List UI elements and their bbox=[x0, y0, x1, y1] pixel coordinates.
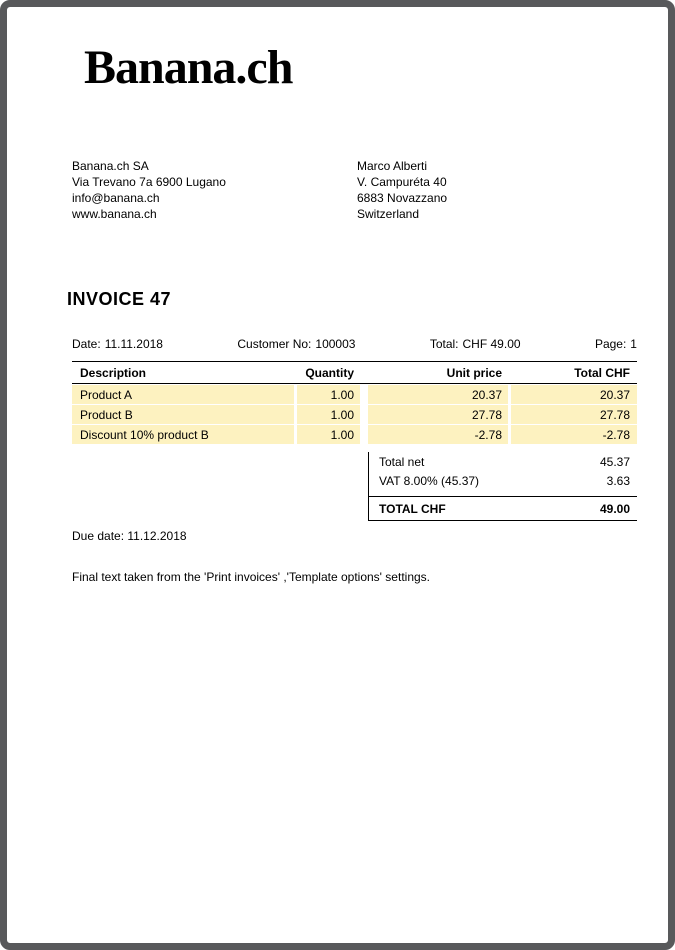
total-net-row bbox=[369, 452, 637, 471]
meta-date bbox=[72, 337, 163, 351]
meta-total-label: Total: bbox=[429, 337, 459, 351]
header-description: Description bbox=[80, 365, 147, 380]
row-description: Product A bbox=[72, 385, 294, 404]
row-quantity: 1.00 bbox=[297, 425, 360, 444]
row-quantity: 1.00 bbox=[297, 405, 360, 424]
header-quantity: Quantity bbox=[305, 365, 354, 380]
row-total: 20.37 bbox=[511, 385, 637, 404]
row-description: Discount 10% product B bbox=[72, 425, 294, 444]
grand-total-label: TOTAL CHF bbox=[379, 501, 446, 516]
meta-page bbox=[595, 337, 637, 351]
meta-customer-no bbox=[237, 337, 355, 351]
column-gutter bbox=[360, 425, 368, 444]
table-header-row bbox=[72, 361, 637, 384]
column-gutter bbox=[360, 405, 368, 424]
row-quantity: 1.00 bbox=[297, 385, 360, 404]
row-total: -2.78 bbox=[511, 425, 637, 444]
recipient-name: Marco Alberti bbox=[357, 159, 428, 173]
column-gutter bbox=[360, 362, 368, 383]
vat-row bbox=[369, 471, 637, 490]
recipient-street: V. Campuréta 40 bbox=[357, 175, 447, 189]
row-description: Product B bbox=[72, 405, 294, 424]
grand-total-value: 49.00 bbox=[599, 501, 630, 516]
grand-total-row bbox=[369, 496, 637, 521]
vat-value: 3.63 bbox=[606, 473, 630, 488]
sender-company: Banana.ch SA bbox=[72, 159, 149, 173]
line-items-table bbox=[72, 361, 637, 444]
sender-street: Via Trevano 7a 6900 Lugano bbox=[72, 175, 226, 189]
row-unit-price: -2.78 bbox=[368, 425, 508, 444]
row-unit-price: 20.37 bbox=[368, 385, 508, 404]
sender-email: info@banana.ch bbox=[72, 191, 160, 205]
vat-label: VAT 8.00% (45.37) bbox=[379, 473, 480, 488]
meta-customer-value: 100003 bbox=[315, 337, 356, 351]
meta-page-value: 1 bbox=[630, 337, 637, 351]
header-unit-price: Unit price bbox=[446, 365, 502, 380]
totals-section bbox=[368, 452, 637, 521]
recipient-city: 6883 Novazzano bbox=[357, 191, 448, 205]
column-gutter bbox=[360, 385, 368, 404]
row-total: 27.78 bbox=[511, 405, 637, 424]
meta-total bbox=[430, 337, 521, 351]
final-text: Final text taken from the 'Print invoices' ,'Template options' settings. bbox=[72, 570, 430, 584]
invoice-meta bbox=[72, 337, 637, 351]
meta-total-value: CHF 49.00 bbox=[462, 337, 521, 351]
recipient-country: Switzerland bbox=[357, 207, 420, 221]
sender-website: www.banana.ch bbox=[72, 207, 157, 221]
row-unit-price: 27.78 bbox=[368, 405, 508, 424]
recipient-address bbox=[357, 158, 447, 222]
table-row bbox=[72, 425, 637, 444]
total-net-label: Total net bbox=[379, 454, 425, 469]
meta-customer-label: Customer No: bbox=[237, 337, 312, 351]
invoice-title: INVOICE 47 bbox=[67, 289, 172, 309]
table-row bbox=[72, 385, 637, 404]
meta-date-value: 11.11.2018 bbox=[104, 337, 163, 351]
meta-page-label: Page: bbox=[594, 337, 627, 351]
meta-date-label: Date: bbox=[72, 337, 101, 351]
header-total-chf: Total CHF bbox=[574, 365, 630, 380]
company-logo: Banana.ch bbox=[84, 41, 293, 94]
due-date: Due date: 11.12.2018 bbox=[72, 529, 187, 543]
table-row bbox=[72, 405, 637, 424]
total-net-value: 45.37 bbox=[599, 454, 630, 469]
sender-address bbox=[72, 158, 226, 222]
